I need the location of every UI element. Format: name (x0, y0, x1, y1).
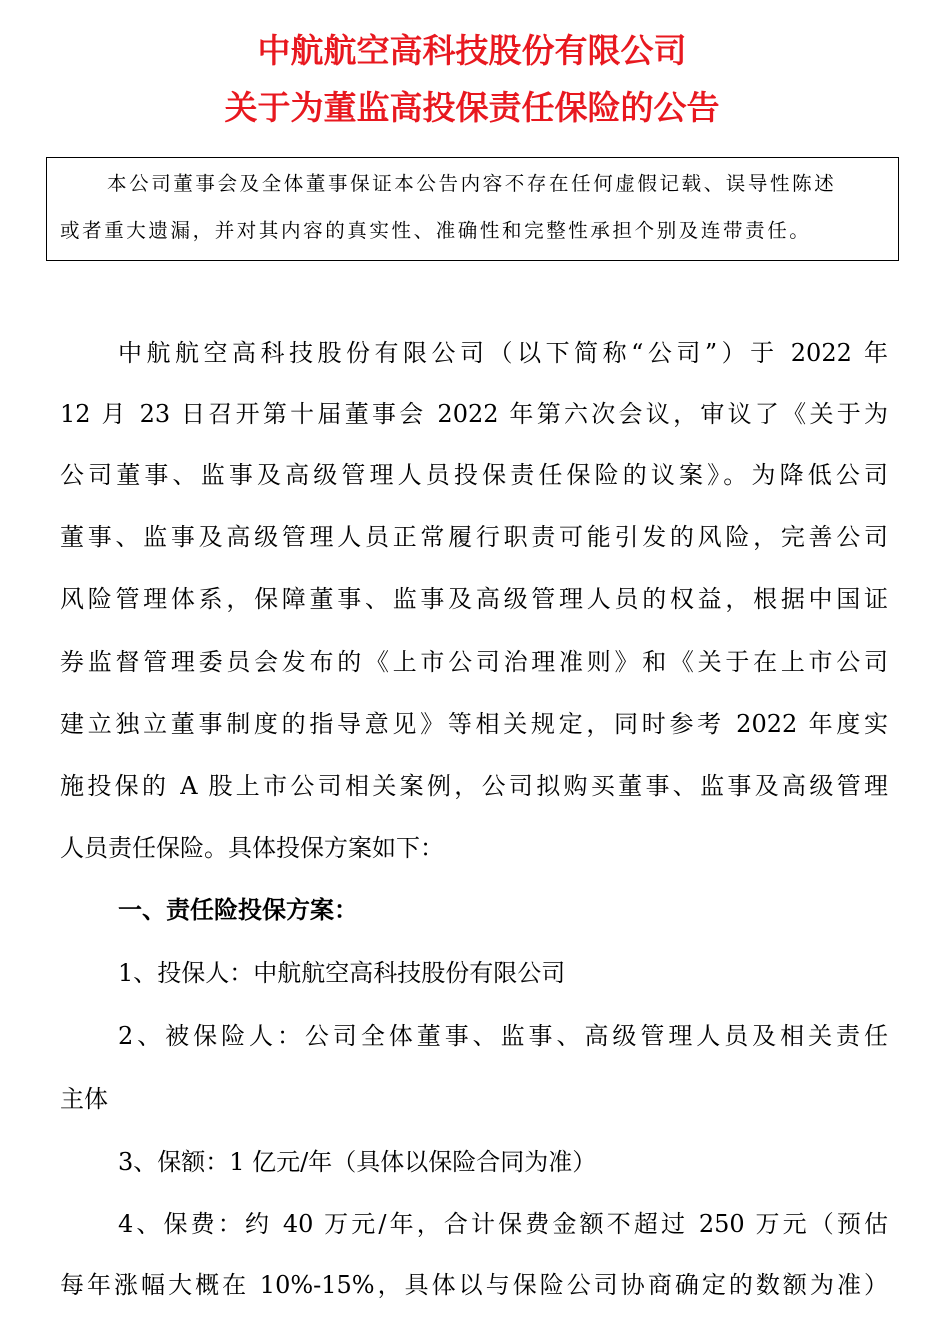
list-item-policyholder: 1、投保人：中航航空高科技股份有限公司 (118, 959, 566, 987)
body-paragraph-line: 券监督管理委员会发布的《上市公司治理准则》和《关于在上市公司 (60, 648, 888, 676)
list-item-insured: 2、被保险人：公司全体董事、监事、高级管理人员及相关责任 (118, 1022, 888, 1050)
body-paragraph-line: 公司董事、监事及高级管理人员投保责任保险的议案》。为降低公司 (60, 461, 888, 489)
disclaimer-line-1: 本公司董事会及全体董事保证本公告内容不存在任何虚假记载、误导性陈述 (107, 172, 837, 195)
section-heading: 一、责任险投保方案： (118, 896, 358, 924)
body-paragraph-line: 风险管理体系，保障董事、监事及高级管理人员的权益，根据中国证 (60, 585, 888, 613)
body-paragraph-line: 12 月 23 日召开第十届董事会 2022 年第六次会议，审议了《关于为 (60, 400, 888, 428)
announcement-title-subject: 关于为董监高投保责任保险的公告 (224, 88, 720, 127)
disclaimer-line-2: 或者重大遗漏，并对其内容的真实性、准确性和完整性承担个别及连带责任。 (60, 219, 812, 242)
list-item-premium-continued: 每年涨幅大概在 10%-15%，具体以与保险公司协商确定的数额为准） (60, 1271, 888, 1299)
list-item-premium: 4、保费：约 40 万元/年，合计保费金额不超过 250 万元（预估 (118, 1210, 888, 1238)
body-paragraph-line: 董事、监事及高级管理人员正常履行职责可能引发的风险，完善公司 (60, 523, 888, 551)
list-item-insured-continued: 主体 (60, 1085, 108, 1113)
body-paragraph-line: 中航航空高科技股份有限公司（以下简称“公司”）于 2022 年 (118, 339, 888, 367)
body-paragraph-line: 建立独立董事制度的指导意见》等相关规定，同时参考 2022 年度实 (60, 710, 888, 738)
body-paragraph-line: 人员责任保险。具体投保方案如下： (60, 834, 444, 862)
list-item-coverage-amount: 3、保额：1 亿元/年（具体以保险合同为准） (118, 1148, 597, 1176)
announcement-title-company: 中航航空高科技股份有限公司 (257, 31, 687, 70)
body-paragraph-line: 施投保的 A 股上市公司相关案例，公司拟购买董事、监事及高级管理 (60, 772, 888, 800)
